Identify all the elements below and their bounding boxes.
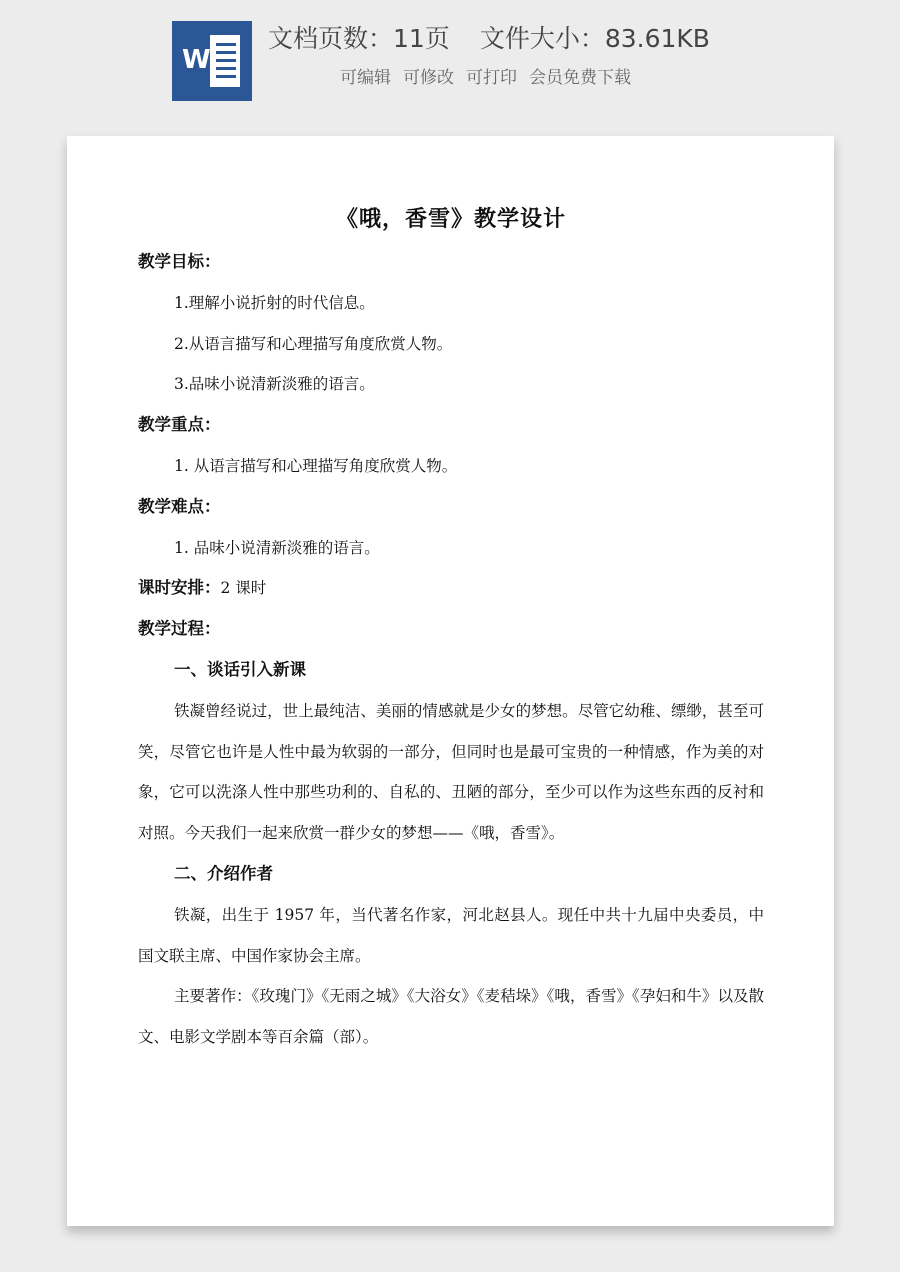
feature-modifiable: 可修改 [403, 68, 454, 88]
feature-list [340, 66, 631, 90]
section-heading: 二、介绍作者 [174, 863, 273, 883]
feature-member-download: 会员免费下载 [529, 68, 631, 88]
goal-item: 1.理解小说折射的时代信息。 [174, 293, 375, 312]
goal-item: 3.品味小说清新淡雅的语言。 [174, 375, 375, 394]
key-points-heading: 教学重点： [138, 415, 221, 435]
schedule-value: 2 课时 [220, 579, 267, 598]
document-title: 《哦，香雪》教学设计 [335, 207, 566, 232]
feature-editable: 可编辑 [340, 68, 391, 88]
section-paragraph: 铁凝曾经说过，世上最纯洁、美丽的情感就是少女的梦想。尽管它幼稚、缥缈，甚至可笑，尽管它也许是人性中最为软弱的一部分，但同时也是最可宝贵的一种情感，作为美的对象，它可以洗涤人性中那些功利的、自私的、丑陋的部分，至少可以作为这些东西的反衬和对照。今天我们一起来欣赏一群少女的梦想——《哦，香雪》。 [138, 701, 764, 843]
schedule-label: 课时安排： [138, 578, 221, 598]
process-heading: 教学过程： [138, 619, 221, 639]
section-paragraph: 主要著作：《玫瑰门》《无雨之城》《大浴女》《麦秸垛》《哦，香雪》《孕妇和牛》以及散文、电影文学剧本等百余篇（部）。 [138, 987, 764, 1047]
file-stats [268, 22, 710, 56]
goal-item: 2.从语言描写和心理描写角度欣赏人物。 [174, 334, 453, 353]
document-page [67, 136, 834, 1226]
goals-heading: 教学目标： [138, 252, 221, 271]
file-size: 文件大小：83.61KB [479, 24, 710, 53]
document-content [138, 200, 764, 1058]
section-paragraph: 铁凝，出生于 1957 年，当代著名作家，河北赵县人。现任中共十九届中央委员，中国文联主席、中国作家协会主席。 [138, 905, 764, 965]
schedule-line [138, 568, 764, 609]
word-letter: W [182, 45, 211, 75]
page-count: 文档页数：11页 [268, 24, 450, 53]
key-point-item: 1. 从语言描写和心理描写角度欣赏人物。 [174, 456, 458, 475]
difficult-point-item: 1. 品味小说清新淡雅的语言。 [174, 538, 380, 557]
document-page-graphic [210, 35, 240, 87]
word-document-icon [172, 21, 252, 101]
difficult-points-heading: 教学难点： [138, 496, 221, 516]
feature-printable: 可打印 [466, 68, 517, 88]
download-header [0, 0, 900, 135]
section-heading: 一、谈话引入新课 [174, 659, 306, 679]
